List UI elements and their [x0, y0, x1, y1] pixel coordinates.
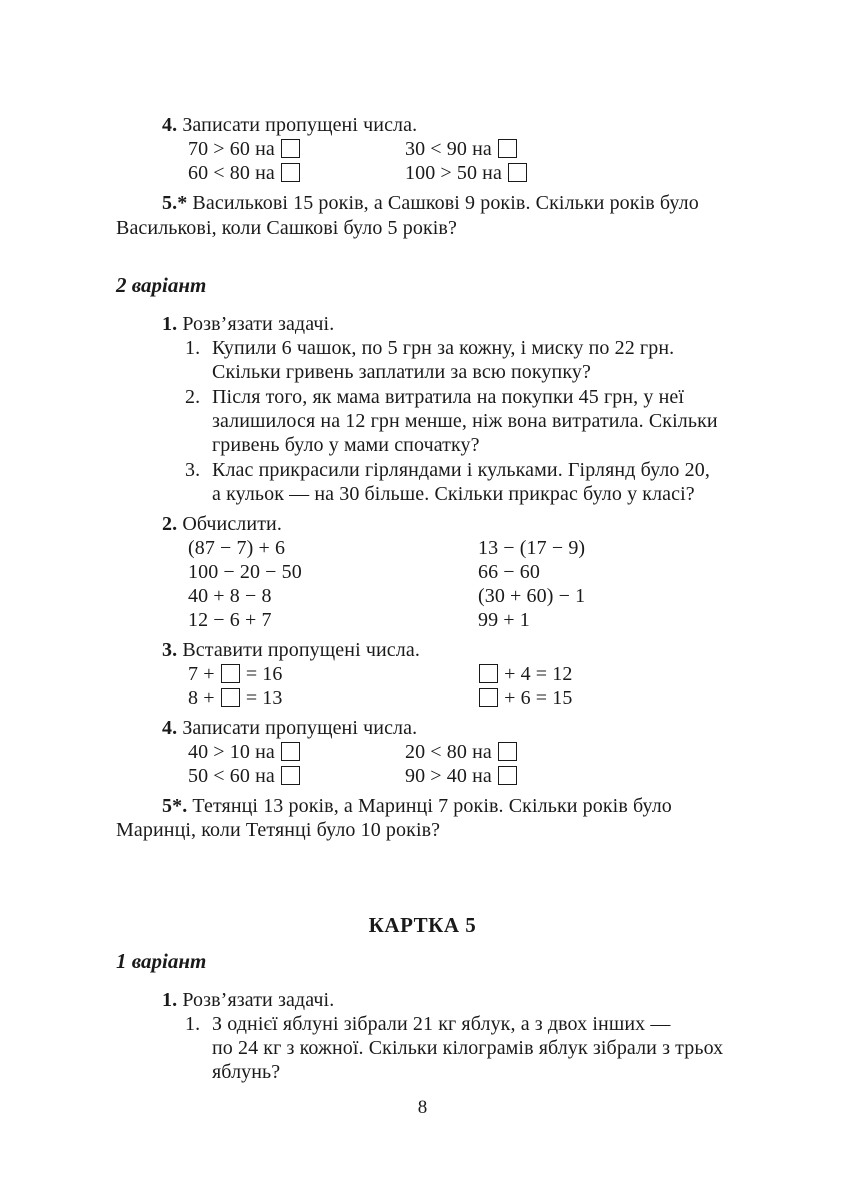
expression: 8 + [188, 687, 215, 709]
card-title: КАРТКА 5 [368, 913, 477, 937]
task-number: 2. [162, 513, 178, 535]
problem-number: 1. [185, 337, 201, 359]
answer-box[interactable] [281, 163, 300, 182]
expression: 40 + 8 − 8 [188, 585, 272, 607]
expression: 40 > 10 на [188, 741, 275, 763]
expression: 12 − 6 + 7 [188, 609, 272, 631]
task-title-text: Розв’язати задачi. [182, 989, 335, 1011]
gap-row [478, 686, 572, 710]
expression: + 6 = 15 [504, 687, 573, 709]
expression: = 16 [245, 663, 283, 685]
gap-row [478, 662, 572, 686]
problem-text: яблунь? [212, 1061, 281, 1083]
answer-box[interactable] [479, 664, 498, 683]
answer-box[interactable] [508, 163, 527, 182]
problem-text: а кульок — на 30 бiльше. Скiльки прикрас було у класi? [212, 483, 695, 505]
task-title-text: Обчислити. [182, 513, 282, 535]
expression: 13 − (17 − 9) [478, 537, 586, 559]
variant-1-heading: 1 варiант [116, 949, 207, 973]
task-1-title [162, 988, 334, 1012]
gap-row [405, 764, 518, 788]
answer-box[interactable] [498, 766, 517, 785]
answer-box[interactable] [221, 688, 240, 707]
task-3-title [162, 638, 420, 662]
answer-box[interactable] [498, 139, 517, 158]
gap-row [405, 161, 528, 185]
problem-text: З однiєї яблунi зiбрали 21 кг яблук, а з двох iнших — [212, 1013, 671, 1035]
problem-text: залишилося на 12 грн менше, нiж вона витратила. Скiльки [212, 410, 718, 432]
task-text: Тетянцi 13 рокiв, а Маринцi 7 рокiв. Скiльки рокiв було [192, 795, 672, 817]
gap-row [405, 740, 518, 764]
answer-box[interactable] [479, 688, 498, 707]
task-title-text: Записати пропущенi числа. [182, 717, 418, 739]
task-5-line-2: Васильковi, коли Сашковi було 5 рокiв? [116, 217, 457, 239]
expression: 7 + [188, 663, 215, 685]
gap-row [188, 662, 283, 686]
task-number: 1. [162, 989, 178, 1011]
expression: 99 + 1 [478, 609, 530, 631]
expression: (30 + 60) − 1 [478, 585, 586, 607]
task-1-title [162, 312, 334, 336]
answer-box[interactable] [281, 766, 300, 785]
gap-row [188, 686, 283, 710]
variant-2-heading: 2 варiант [116, 273, 207, 297]
problem-number: 1. [185, 1013, 201, 1035]
task-number: 4. [162, 114, 178, 136]
gap-row [405, 137, 518, 161]
answer-box[interactable] [221, 664, 240, 683]
expression: + 4 = 12 [504, 663, 573, 685]
task-number: 5.* [162, 192, 188, 214]
task-4-title [162, 113, 417, 137]
task-number: 3. [162, 639, 178, 661]
task-title-text: Розв’язати задачi. [182, 313, 335, 335]
problem-text: Клас прикрасили гiрляндами i кульками. Гiрлянд було 20, [212, 459, 710, 481]
task-5-line-2: Маринцi, коли Тетянцi було 10 рокiв? [116, 819, 441, 841]
answer-box[interactable] [498, 742, 517, 761]
gap-row [188, 740, 301, 764]
expression: 30 < 90 на [405, 138, 492, 160]
expression: 50 < 60 на [188, 765, 275, 787]
page-number: 8 [417, 1097, 428, 1118]
problem-text: Пiсля того, як мама витратила на покупки 45 грн, у неї [212, 386, 685, 408]
expression: 66 − 60 [478, 561, 540, 583]
task-number: 5*. [162, 795, 188, 817]
task-5-line-1 [162, 191, 699, 215]
task-2-title [162, 512, 282, 536]
task-title-text: Записати пропущені числа. [182, 114, 418, 136]
gap-row [188, 137, 301, 161]
problem-number: 3. [185, 459, 201, 481]
answer-box[interactable] [281, 742, 300, 761]
expression: 60 < 80 на [188, 162, 275, 184]
problem-text: Купили 6 чашок, по 5 грн за кожну, i миску по 22 грн. [212, 337, 675, 359]
answer-box[interactable] [281, 139, 300, 158]
problem-text: по 24 кг з кожної. Скiльки кiлограмiв яблук зiбрали з трьох [212, 1037, 724, 1059]
expression: 70 > 60 на [188, 138, 275, 160]
expression: 100 > 50 на [405, 162, 502, 184]
problem-number: 2. [185, 386, 201, 408]
gap-row [188, 161, 301, 185]
task-text: Васильковi 15 рокiв, а Сашковi 9 рокiв. Скiльки рокiв було [192, 192, 699, 214]
expression: 20 < 80 на [405, 741, 492, 763]
expression: (87 − 7) + 6 [188, 537, 286, 559]
task-number: 1. [162, 313, 178, 335]
expression: 100 − 20 − 50 [188, 561, 302, 583]
task-number: 4. [162, 717, 178, 739]
expression: 90 > 40 на [405, 765, 492, 787]
task-title-text: Вставити пропущенi числа. [182, 639, 420, 661]
task-5-line-1 [162, 794, 672, 818]
problem-text: гривень було у мами спочатку? [212, 434, 480, 456]
expression: = 13 [245, 687, 283, 709]
task-4-title [162, 716, 417, 740]
problem-text: Скiльки гривень заплатили за всю покупку? [212, 361, 591, 383]
gap-row [188, 764, 301, 788]
